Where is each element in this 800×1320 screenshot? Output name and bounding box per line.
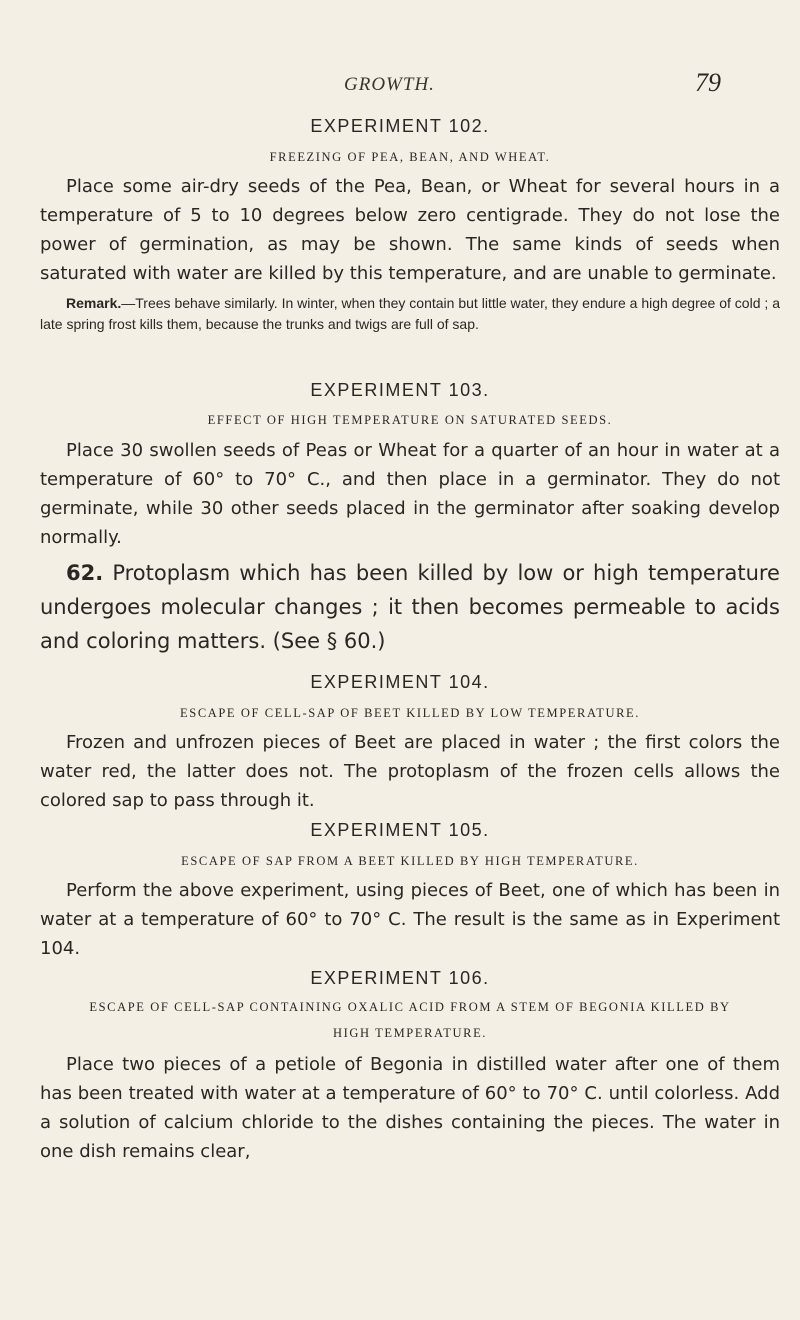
page-number: 79 bbox=[695, 68, 721, 97]
experiment-105-subheading: ESCAPE OF SAP FROM A BEET KILLED BY HIGH TEMPERATURE. bbox=[181, 854, 639, 868]
remark-text: —Trees behave similarly. In winter, when they contain but little water, they endure a high degree of cold ; a late spring frost kills them, because the trunks and twigs are full of sap. bbox=[40, 295, 780, 332]
experiment-103-heading: EXPERIMENT 103. bbox=[310, 380, 490, 400]
experiment-104-body: Frozen and unfrozen pieces of Beet are placed in water ; the first colors the water red, the latter does not. The protoplasm of the frozen cells allows the colored sap to pass through it. bbox=[40, 732, 780, 811]
experiment-106-body: Place two pieces of a petiole of Begonia in distilled water after one of them has been treated with water at a temperature of 60° to 70° C. until colorless. Add a solution of calcium chloride to the dishes containing the pieces. The water in one dish remains clear, bbox=[40, 1054, 780, 1162]
experiment-102-remark bbox=[40, 293, 780, 335]
experiment-103-subheading: EFFECT OF HIGH TEMPERATURE ON SATURATED SEEDS. bbox=[207, 413, 613, 427]
running-head-title: GROWTH. bbox=[344, 74, 435, 95]
experiment-104-heading: EXPERIMENT 104. bbox=[310, 672, 490, 692]
experiment-104-subheading: ESCAPE OF CELL-SAP OF BEET KILLED BY LOW TEMPERATURE. bbox=[180, 706, 640, 720]
section-62-text: Protoplasm which has been killed by low or high temperature undergoes molecular changes ; it then becomes permeable to acids and coloring matters. (See § 60.) bbox=[40, 561, 780, 653]
experiment-105-body: Perform the above experiment, using pieces of Beet, one of which has been in water at a temperature of 60° to 70° C. The result is the same as in Experiment 104. bbox=[40, 880, 780, 959]
section-62-paragraph bbox=[40, 556, 780, 658]
experiment-102-heading: EXPERIMENT 102. bbox=[310, 116, 490, 136]
remark-label: Remark. bbox=[66, 295, 122, 311]
experiment-102-body: Place some air-dry seeds of the Pea, Bean, or Wheat for several hours in a temperature of 5 to 10 degrees below zero centigrade. They do not lose the power of germination, as may be shown. The same kinds of seeds when saturated with water are killed by this temperature, and are unable to germinate. bbox=[40, 176, 780, 284]
section-62-number: 62. bbox=[66, 561, 104, 585]
experiment-103-body: Place 30 swollen seeds of Peas or Wheat for a quarter of an hour in water at a temperature of 60° to 70° C., and then place in a germinator. They do not germinate, while 30 other seeds placed in the germinator after soaking develop normally. bbox=[40, 440, 780, 548]
experiment-106-heading: EXPERIMENT 106. bbox=[310, 968, 490, 988]
experiment-106-subheading: ESCAPE OF CELL-SAP CONTAINING OXALIC ACID FROM A STEM OF BEGONIA KILLED BY HIGH TEMPERATURE. bbox=[89, 1000, 731, 1040]
experiment-105-heading: EXPERIMENT 105. bbox=[310, 820, 490, 840]
experiment-102-subheading: FREEZING OF PEA, BEAN, AND WHEAT. bbox=[269, 150, 551, 164]
running-head bbox=[0, 68, 800, 104]
